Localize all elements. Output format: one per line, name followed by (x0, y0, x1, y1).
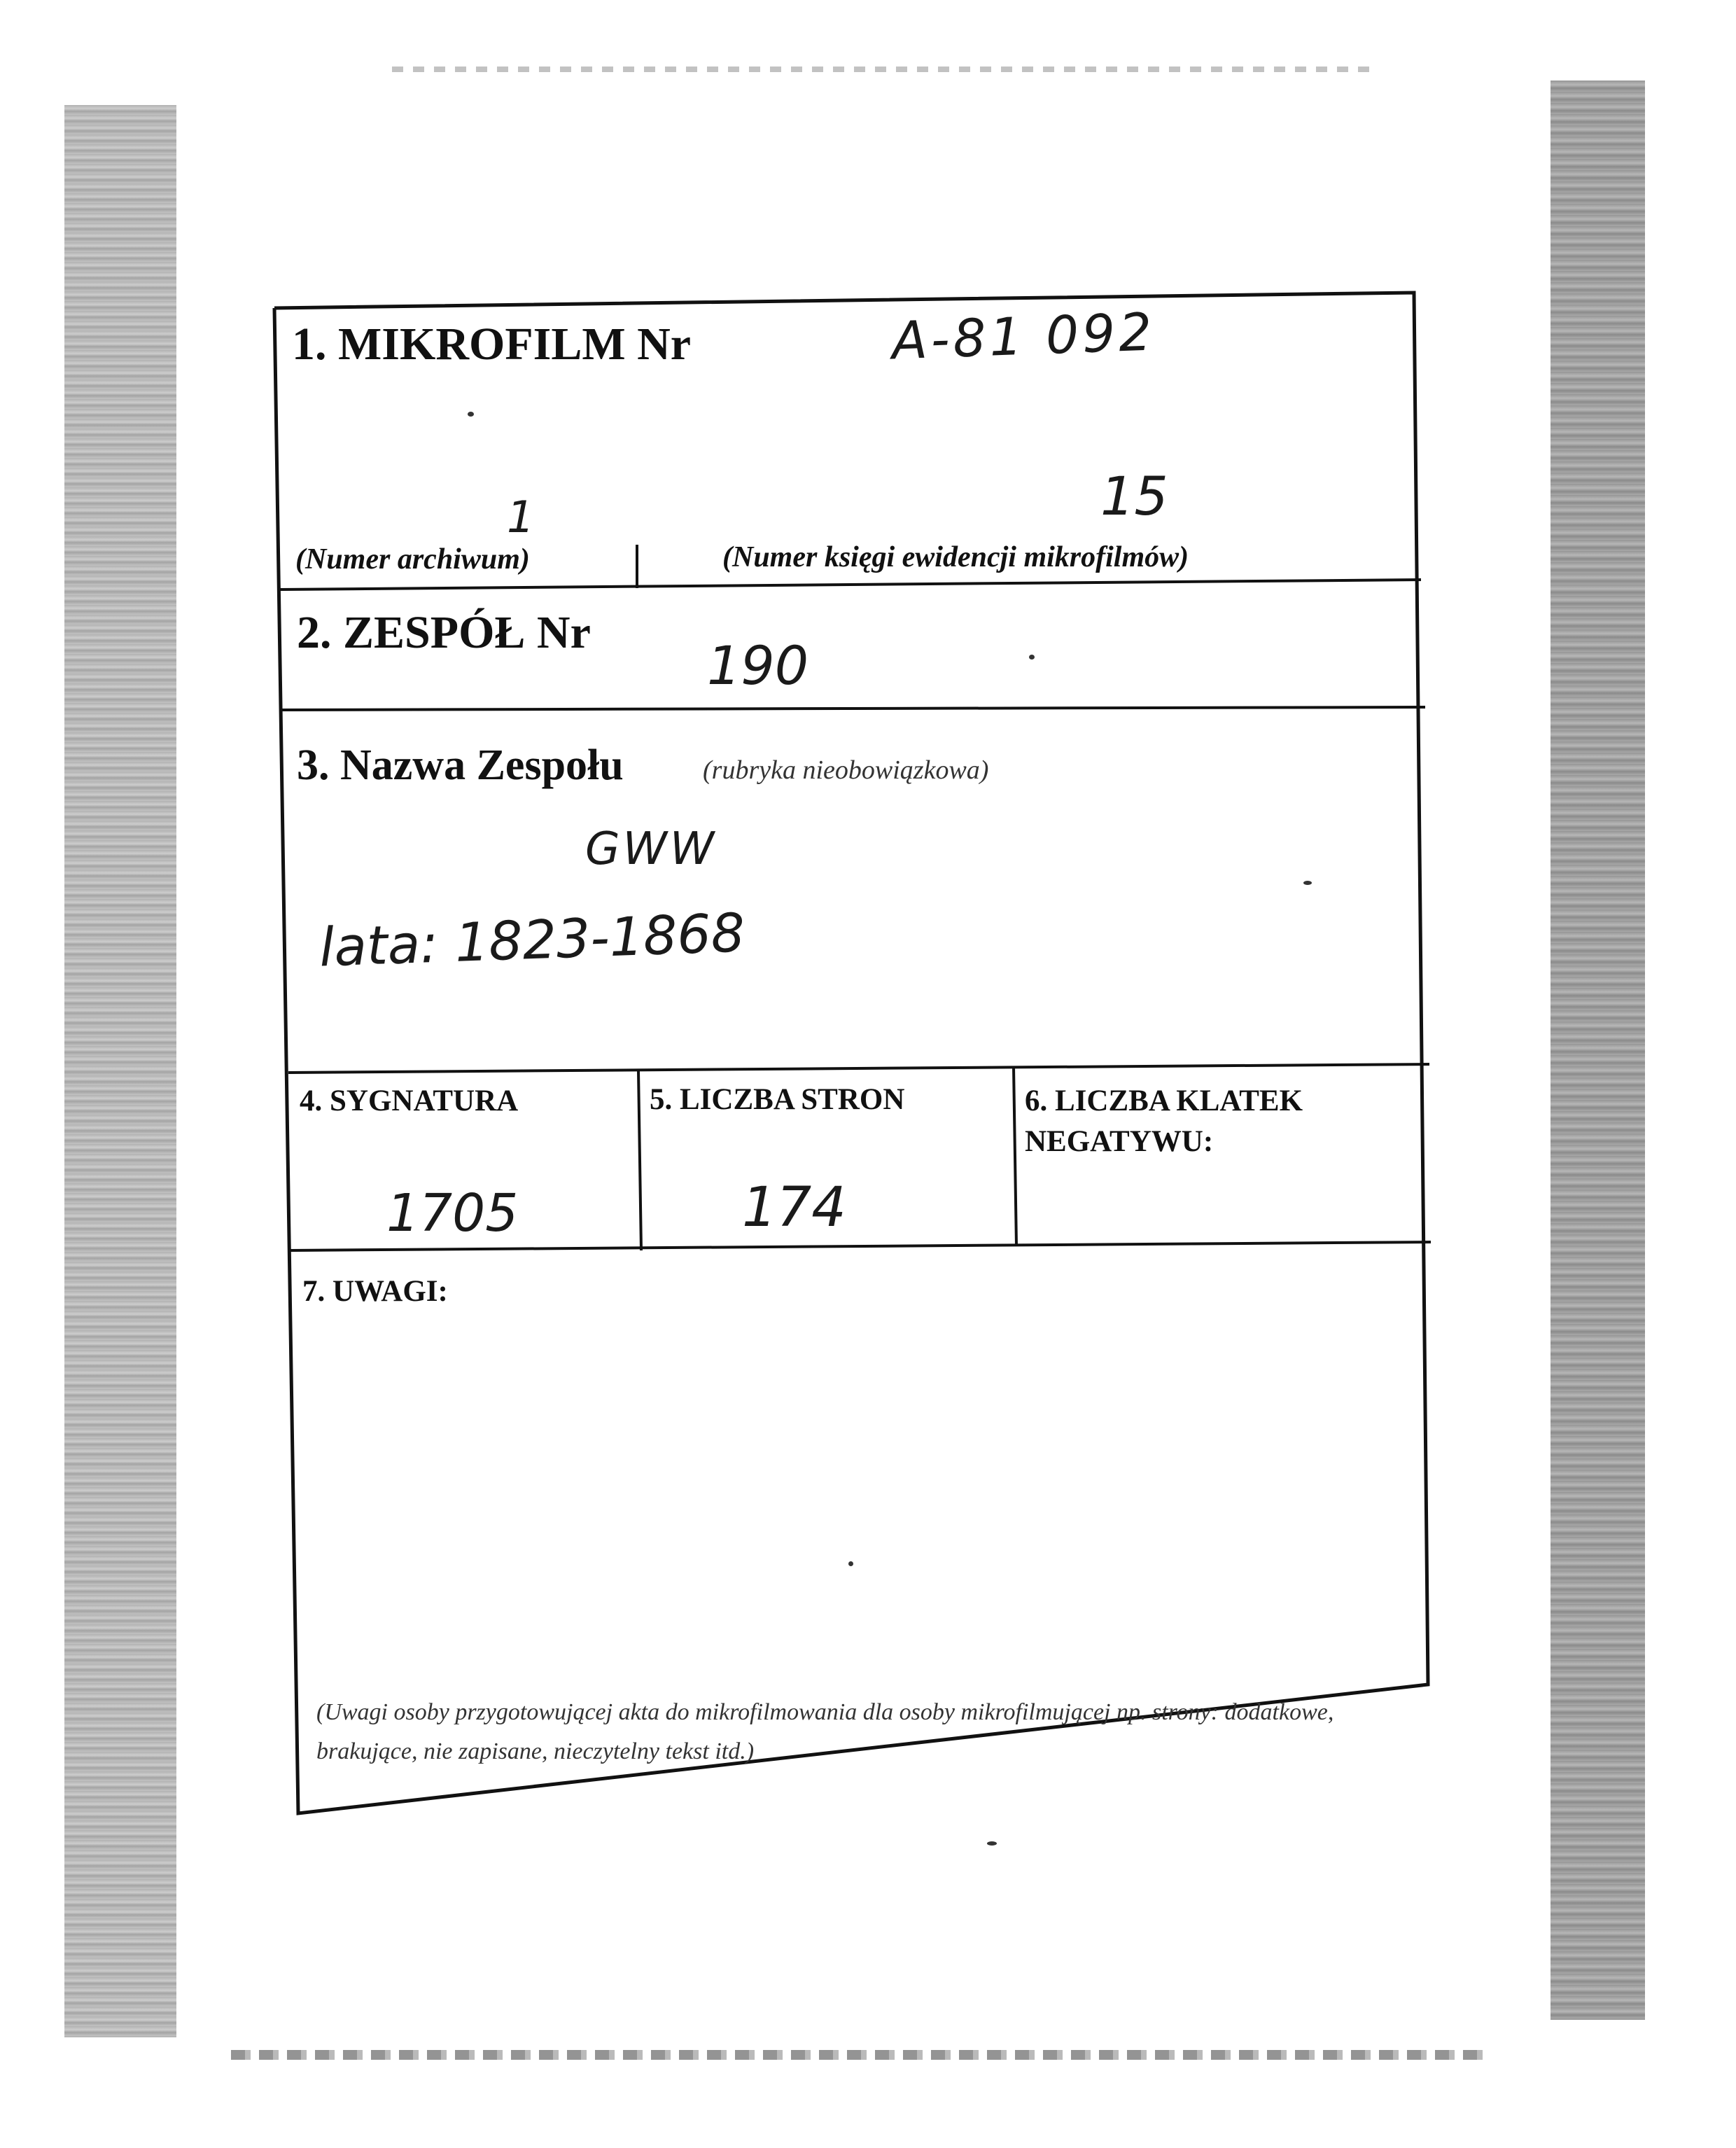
speck (987, 1841, 997, 1846)
fonds-years-value: lata: 1823-1868 (318, 901, 746, 979)
form-grid-lines (274, 293, 1443, 1813)
remarks-label: 7. UWAGI: (302, 1275, 448, 1308)
fonds-name-optional-note: (rubryka nieobowiązkowa) (703, 755, 989, 785)
archive-number-value: 1 (507, 491, 535, 543)
remarks-instructions: (Uwagi osoby przygotowującej akta do mikrofilmowania dla osoby mikrofilmującej np. strony: dodatkowe, brakujące, nie zapisane, nieczytelny tekst itd.) (316, 1699, 1334, 1764)
fonds-number-value: 190 (707, 634, 809, 697)
page-count-value: 174 (742, 1176, 846, 1239)
signature-label: 4. SYGNATURA (300, 1085, 519, 1117)
fonds-number-label: 2. ZESPÓŁ Nr (297, 607, 591, 658)
page-count-label: 5. LICZBA STRON (650, 1083, 905, 1116)
register-number-label: (Numer księgi ewidencji mikrofilmów) (722, 541, 1189, 573)
scan-edge-top (392, 67, 1372, 72)
microfilm-form (274, 293, 1443, 1813)
microfilm-number-value: A-81 092 (890, 302, 1156, 372)
signature-value: 1705 (386, 1183, 519, 1243)
register-number-value: 15 (1100, 465, 1168, 527)
fonds-name-label: 3. Nazwa Zespołu (297, 741, 624, 789)
fonds-name-value: GWW (585, 823, 718, 875)
scan-edge-right (1550, 81, 1645, 2020)
archive-number-label: (Numer archiwum) (295, 543, 530, 576)
scan-edge-left (64, 105, 176, 2037)
negative-frames-label: 6. LICZBA KLATEK NEGATYWU: (1025, 1085, 1303, 1158)
scan-edge-bottom (231, 2050, 1491, 2060)
microfilm-number-label: 1. MIKROFILM Nr (292, 319, 692, 370)
